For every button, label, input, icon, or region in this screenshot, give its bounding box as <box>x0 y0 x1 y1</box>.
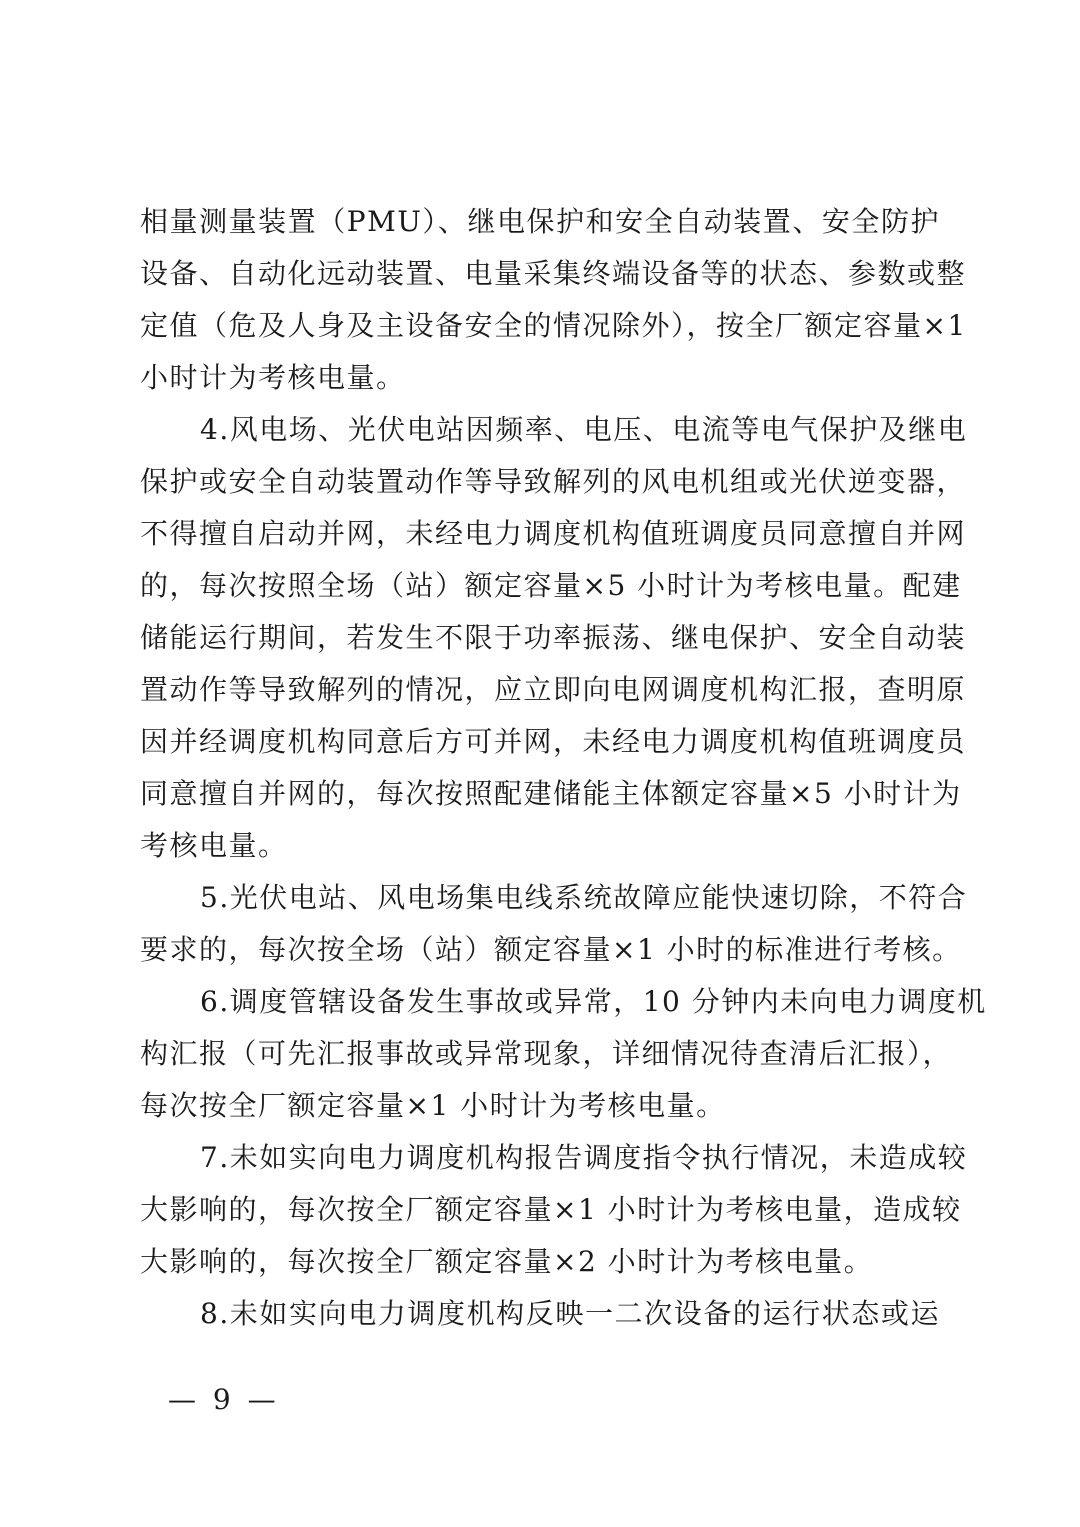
paragraph-7-line: 7.未如实向电力调度机构报告调度指令执行情况，未造成较 <box>200 1141 968 1174</box>
paragraph-6-line: 6.调度管辖设备发生事故或异常，10 分钟内未向电力调度机 <box>200 985 987 1018</box>
text-line: 的，每次按照全场（站）额定容量×5 小时计为考核电量。配建 <box>140 569 962 602</box>
text-line: 同意擅自并网的，每次按照配建储能主体额定容量×5 小时计为 <box>140 777 962 810</box>
text-line: 设备、自动化远动装置、电量采集终端设备等的状态、参数或整 <box>140 257 967 290</box>
text-line: 大影响的，每次按全厂额定容量×2 小时计为考核电量。 <box>140 1245 874 1278</box>
text-line: 置动作等导致解列的情况，应立即向电网调度机构汇报，查明原 <box>140 673 967 706</box>
paragraph-5-line: 5.光伏电站、风电场集电线系统故障应能快速切除，不符合 <box>200 881 968 914</box>
text-line: 要求的，每次按全场（站）额定容量×1 小时的标准进行考核。 <box>140 933 962 966</box>
text-line: 小时计为考核电量。 <box>140 361 406 394</box>
paragraph-8-line: 8.未如实向电力调度机构反映一二次设备的运行状态或运 <box>200 1297 940 1330</box>
paragraph-4-line: 4.风电场、光伏电站因频率、电压、电流等电气保护及继电 <box>200 413 968 446</box>
text-line: 考核电量。 <box>140 829 288 862</box>
text-line: 保护或安全自动装置动作等导致解列的风电机组或光伏逆变器， <box>140 465 967 498</box>
text-line: 定值（危及人身及主设备安全的情况除外），按全厂额定容量×1 <box>140 309 967 342</box>
text-line: 每次按全厂额定容量×1 小时计为考核电量。 <box>140 1089 726 1122</box>
text-line: 储能运行期间，若发生不限于功率振荡、继电保护、安全自动装 <box>140 621 967 654</box>
text-line: 大影响的，每次按全厂额定容量×1 小时计为考核电量，造成较 <box>140 1193 962 1226</box>
text-line: 相量测量装置（PMU）、继电保护和安全自动装置、安全防护 <box>140 205 940 238</box>
page-number: — 9 — <box>168 1383 280 1416</box>
text-line: 因并经调度机构同意后方可并网，未经电力调度机构值班调度员 <box>140 725 967 758</box>
document-body <box>140 196 987 1340</box>
text-line: 不得擅自启动并网，未经电力调度机构值班调度员同意擅自并网 <box>140 517 967 550</box>
text-line: 构汇报（可先汇报事故或异常现象，详细情况待查清后汇报）， <box>140 1037 953 1070</box>
